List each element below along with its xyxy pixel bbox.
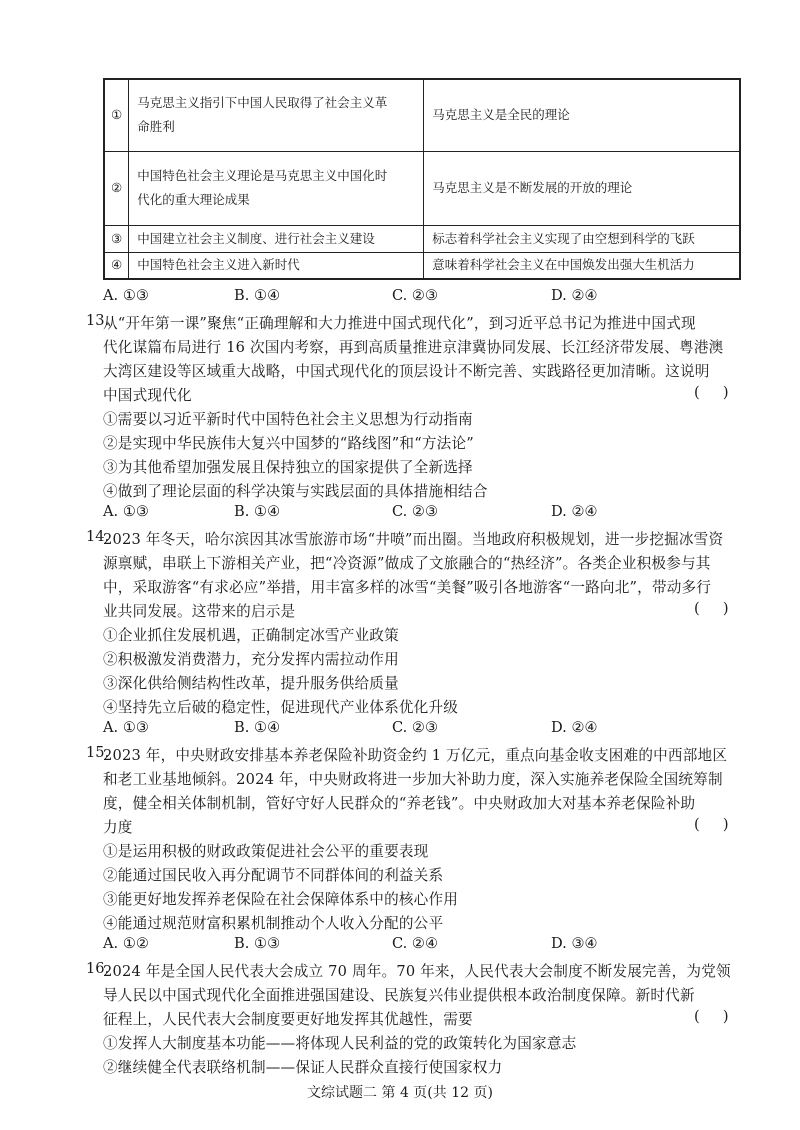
statement-item: ①需要以习近平新时代中国特色社会主义思想为行动指南 [103,411,473,428]
option-c: C. ②③ [392,719,439,736]
option-c: C. ②④ [392,935,439,952]
table-cell-left: 中国特色社会主义理论是马克思主义中国化时 代化的重大理论成果 [129,151,424,225]
option-b: B. ①④ [234,503,281,520]
table-row [104,252,740,279]
question-stem-line: 度，健全相关体制机制，管好守好人民群众的“养老钱”。中央财政加大对基本养老保险补助 [103,795,696,812]
comparison-table [103,78,741,280]
answer-blank: ( ) [694,1008,729,1025]
question-stem-line: 2023 年，中央财政安排基本养老保险补助资金约 1 万亿元，重点向基金收支困难的中西部地区 [103,747,728,764]
question-stem-line: 大湾区建设等区域重大战略，中国式现代化的顶层设计不断完善、实践路径更加清晰。这说明 [103,363,710,380]
option-c: C. ②③ [392,287,439,304]
option-b: B. ①④ [234,719,281,736]
table-row [104,151,740,225]
question-number: 14. [86,528,110,545]
table-cell-num: ① [104,79,129,151]
question-stem-line: 源禀赋，串联上下游相关产业，把“冷资源”做成了文旅融合的“热经济”。各类企业积极参与其 [103,555,711,572]
table-cell-num: ② [104,151,129,225]
statement-item: ②积极激发消费潜力，充分发挥内需拉动作用 [103,651,399,668]
table-row [104,79,740,151]
answer-blank: ( ) [694,816,729,833]
question-number: 15. [86,744,110,761]
table-cell-right: 标志着科学社会主义实现了由空想到科学的飞跃 [424,225,740,252]
statement-item: ①发挥人大制度基本功能——将体现人民利益的党的政策转化为国家意志 [103,1035,577,1052]
question-stem-line: 和老工业基地倾斜。2024 年，中央财政将进一步加大补助力度，深入实施养老保险全国统筹制 [103,771,723,788]
table-cell-left: 中国特色社会主义进入新时代 [129,252,424,279]
statement-item: ③能更好地发挥养老保险在社会保障体系中的核心作用 [103,891,459,908]
statement-item: ④做到了理论层面的科学决策与实践层面的具体措施相结合 [103,483,488,500]
option-d: D. ②④ [551,719,598,736]
option-a: A. ①③ [103,503,149,520]
statement-item: ③深化供给侧结构性改革，提升服务供给质量 [103,675,399,692]
option-d: D. ②④ [551,503,598,520]
table-cell-left: 马克思主义指引下中国人民取得了社会主义革 命胜利 [129,79,424,151]
table-cell-num: ④ [104,252,129,279]
question-stem-line: 征程上，人民代表大会制度要更好地发挥其优越性，需要 [103,1011,473,1028]
question-number: 13. [86,312,110,329]
table-cell-right: 马克思主义是不断发展的开放的理论 [424,151,740,225]
answer-blank: ( ) [694,600,729,617]
option-b: B. ①③ [234,935,281,952]
statement-item: ②继续健全代表联络机制——保证人民群众直接行使国家权力 [103,1059,503,1076]
page-footer: 文综试题二 第 4 页(共 12 页) [307,1085,493,1101]
answer-blank: ( ) [694,384,729,401]
table-row [104,225,740,252]
option-a: A. ①③ [103,287,149,304]
statement-item: ①企业抓住发展机遇，正确制定冰雪产业政策 [103,627,399,644]
option-b: B. ①④ [234,287,281,304]
option-a: A. ①③ [103,719,149,736]
statement-item: ②是实现中华民族伟大复兴中国梦的“路线图”和“方法论” [103,435,474,452]
option-d: D. ②④ [551,287,598,304]
table-cell-right: 意味着科学社会主义在中国焕发出强大生机活力 [424,252,740,279]
table-cell-right: 马克思主义是全民的理论 [424,79,740,151]
question-stem-line: 2023 年冬天，哈尔滨因其冰雪旅游市场“井喷”而出圈。当地政府积极规划，进一步挖掘冰雪资 [103,531,724,548]
option-d: D. ③④ [551,935,598,952]
statement-item: ②能通过国民收入再分配调节不同群体间的利益关系 [103,867,444,884]
question-stem-line: 力度 [103,819,133,836]
statement-item: ④能通过规范财富积累机制推动个人收入分配的公平 [103,915,444,932]
option-a: A. ①② [103,935,149,952]
table-cell-num: ③ [104,225,129,252]
table-cell-left: 中国建立社会主义制度、进行社会主义建设 [129,225,424,252]
question-number: 16. [86,960,110,977]
statement-item: ④坚持先立后破的稳定性，促进现代产业体系优化升级 [103,699,459,716]
statement-item: ③为其他希望加强发展且保持独立的国家提供了全新选择 [103,459,473,476]
question-stem-line: 导人民以中国式现代化全面推进强国建设、民族复兴伟业提供根本政治制度保障。新时代新 [103,987,695,1004]
question-stem-line: 代化谋篇布局进行 16 次国内考察，再到高质量推进京津冀协同发展、长江经济带发展、粤港澳 [103,339,724,356]
question-stem-line: 从“开年第一课”聚焦“正确理解和大力推进中国式现代化”，到习近平总书记为推进中国式现 [103,315,696,332]
option-c: C. ②③ [392,503,439,520]
question-stem-line: 中国式现代化 [103,387,192,404]
question-stem-line: 中，采取游客“有求必应”举措，用丰富多样的冰雪“美餐”吸引各地游客“一路向北”，带动多行 [103,579,712,596]
question-stem-line: 2024 年是全国人民代表大会成立 70 周年。70 年来，人民代表大会制度不断发展完善，为党领 [103,963,731,980]
question-stem-line: 业共同发展。这带来的启示是 [103,603,296,620]
statement-item: ①是运用积极的财政政策促进社会公平的重要表现 [103,843,429,860]
